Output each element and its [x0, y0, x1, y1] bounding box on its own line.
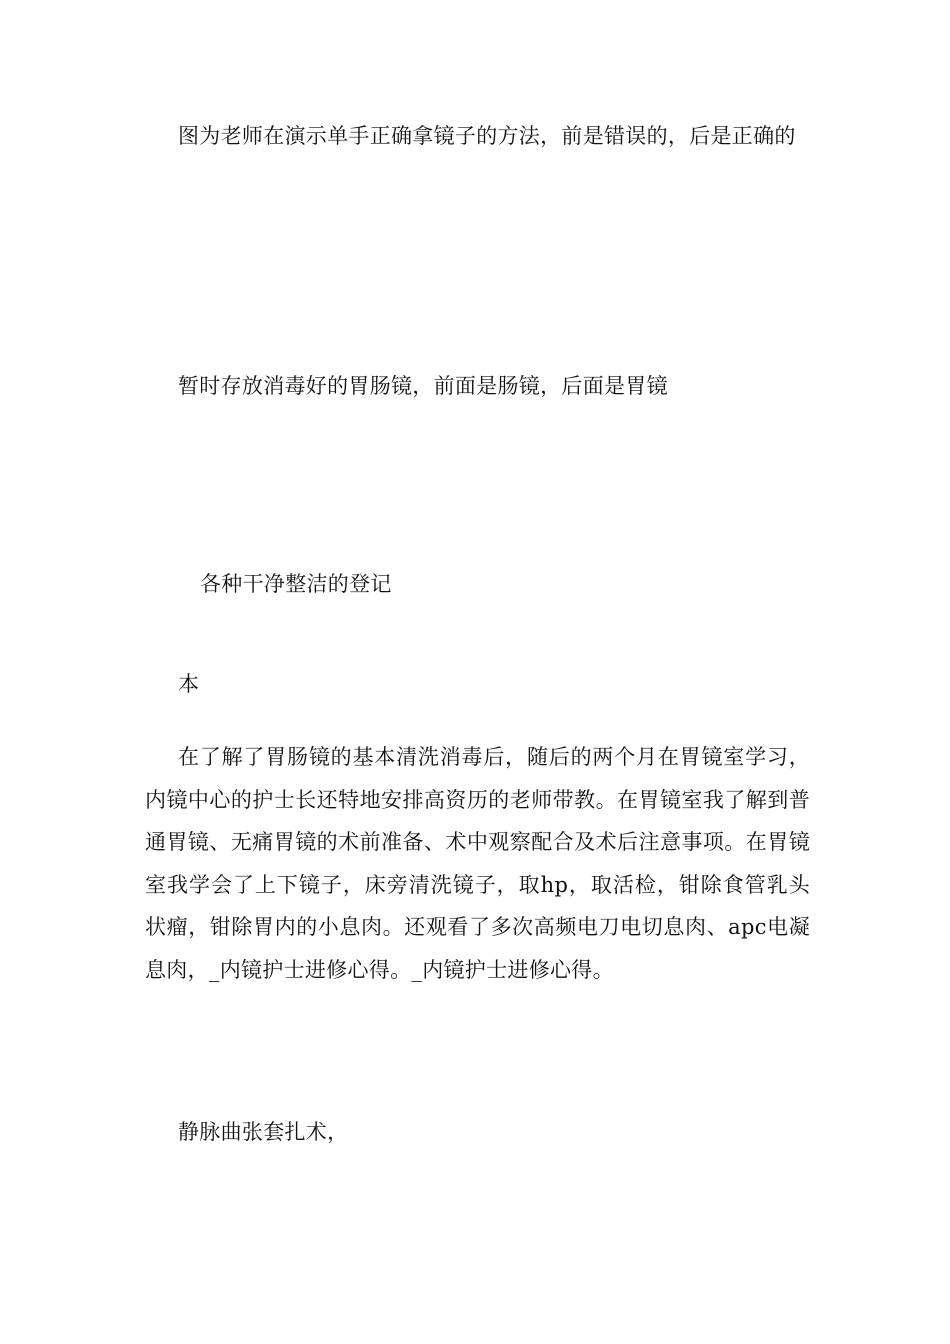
photo-caption-scope-storage: 暂时存放消毒好的胃肠镜，前面是肠镜，后面是胃镜	[178, 374, 668, 398]
body-paragraph-gastroscopy-study: 在了解了胃肠镜的基本清洗消毒后，随后的两个月在胃镜室学习，内镜中心的护士长还特地安排高资历的老师带教。在胃镜室我了解到普通胃镜、无痛胃镜的术前准备、术中观察配合及术后注意事项。在胃镜室我学会了上下镜子，床旁清洗镜子，取hp，取活检，钳除食管乳头状瘤，钳除胃内的小息肉。还观看了多次高频电刀电切息肉、apc电凝息肉，_内镜护士进修心得。_内镜护士进修心得。	[145, 745, 810, 982]
photo-caption-registers: 各种干净整洁的登记	[200, 572, 392, 596]
photo-caption-mirror-holding: 图为老师在演示单手正确拿镜子的方法，前是错误的，后是正确的	[178, 124, 796, 148]
photo-caption-registers-continued: 本	[178, 672, 200, 696]
body-paragraph-variceal-ligation: 静脉曲张套扎术，	[178, 1120, 349, 1144]
